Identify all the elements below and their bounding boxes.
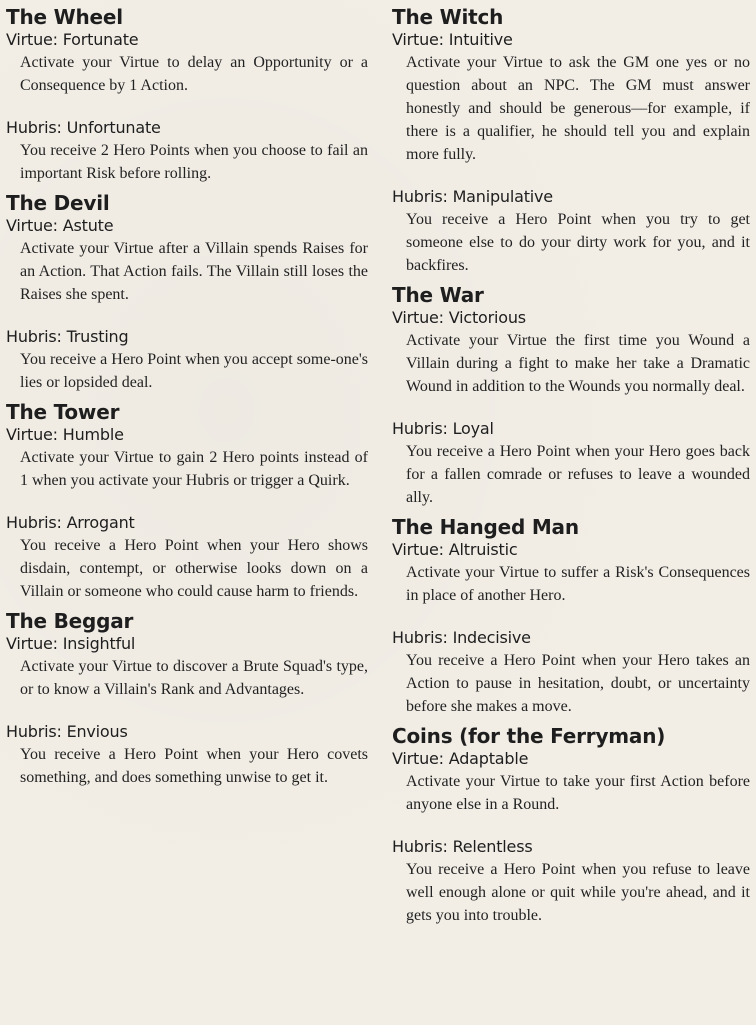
hubris-text: You receive 2 Hero Points when you choose to fail an important Risk before rolling. xyxy=(20,142,368,182)
hubris-text: You receive a Hero Point when you accept some-one's lies or lopsided deal. xyxy=(20,351,368,391)
right-column xyxy=(392,5,750,927)
hubris-text: You receive a Hero Point when you refuse to leave well enough alone or quit while you're ahead, and it gets you into trouble. xyxy=(406,861,750,924)
card-entry-tower xyxy=(6,400,368,603)
virtue-text: Activate your Virtue the first time you Wound a Villain during a fight to make her take a Dramatic Wound in addition to the Wounds you normally deal. xyxy=(406,332,750,395)
hubris-label: Hubris: Unfortunate xyxy=(6,118,161,137)
hubris-text: You receive a Hero Point when your Hero covets something, and does something unwise to get it. xyxy=(20,746,368,786)
virtue-label: Virtue: Insightful xyxy=(6,634,136,653)
virtue-label: Virtue: Altruistic xyxy=(392,540,518,559)
card-title: The Tower xyxy=(6,400,120,424)
virtue-label: Virtue: Astute xyxy=(6,216,114,235)
virtue-text: Activate your Virtue after a Villain spends Raises for an Action. That Action fails. The Villain still loses the Raises she spent. xyxy=(20,240,368,303)
virtue-text: Activate your Virtue to discover a Brute Squad's type, or to know a Villain's Rank and Advantages. xyxy=(20,658,368,698)
card-entry-beggar xyxy=(6,609,368,789)
virtue-text: Activate your Virtue to delay an Opportunity or a Consequence by 1 Action. xyxy=(20,54,368,94)
hubris-label: Hubris: Manipulative xyxy=(392,187,553,206)
virtue-text: Activate your Virtue to take your first Action before anyone else in a Round. xyxy=(406,773,750,813)
card-title: The Beggar xyxy=(6,609,134,633)
card-entry-war xyxy=(392,283,750,509)
card-entry-witch xyxy=(392,5,750,277)
card-title: The Witch xyxy=(392,5,504,29)
card-title: Coins (for the Ferryman) xyxy=(392,724,666,748)
hubris-label: Hubris: Relentless xyxy=(392,837,533,856)
card-title: The War xyxy=(392,283,484,307)
virtue-label: Virtue: Victorious xyxy=(392,308,526,327)
virtue-text: Activate your Virtue to suffer a Risk's Consequences in place of another Hero. xyxy=(406,564,750,604)
hubris-text: You receive a Hero Point when your Hero goes back for a fallen comrade or refuses to leave a wounded ally. xyxy=(406,443,750,506)
card-title: The Hanged Man xyxy=(392,515,579,539)
virtue-text: Activate your Virtue to ask the GM one yes or no question about an NPC. The GM must answer honestly and should be generous—for example, if there is a qualifier, he should tell you and explain more fully. xyxy=(406,54,750,163)
hubris-label: Hubris: Envious xyxy=(6,722,128,741)
left-column xyxy=(6,5,368,789)
virtue-label: Virtue: Humble xyxy=(6,425,124,444)
hubris-label: Hubris: Trusting xyxy=(6,327,129,346)
card-title: The Wheel xyxy=(6,5,123,29)
hubris-text: You receive a Hero Point when you try to get someone else to do your dirty work for you, and it backfires. xyxy=(406,211,750,274)
virtue-text: Activate your Virtue to gain 2 Hero points instead of 1 when you activate your Hubris or trigger a Quirk. xyxy=(20,449,368,489)
hubris-label: Hubris: Indecisive xyxy=(392,628,531,647)
card-entry-wheel xyxy=(6,5,368,185)
card-entry-devil xyxy=(6,191,368,394)
virtue-label: Virtue: Intuitive xyxy=(392,30,513,49)
hubris-label: Hubris: Arrogant xyxy=(6,513,135,532)
card-entry-hanged-man xyxy=(392,515,750,718)
virtue-label: Virtue: Fortunate xyxy=(6,30,139,49)
hubris-text: You receive a Hero Point when your Hero takes an Action to pause in hesitation, doubt, or uncertainty before she makes a move. xyxy=(406,652,750,715)
hubris-label: Hubris: Loyal xyxy=(392,419,494,438)
hubris-text: You receive a Hero Point when your Hero shows disdain, contempt, or otherwise looks down on a Villain or someone who could cause harm to friends. xyxy=(20,537,368,600)
card-title: The Devil xyxy=(6,191,110,215)
virtue-label: Virtue: Adaptable xyxy=(392,749,529,768)
card-entry-coins xyxy=(392,724,750,927)
